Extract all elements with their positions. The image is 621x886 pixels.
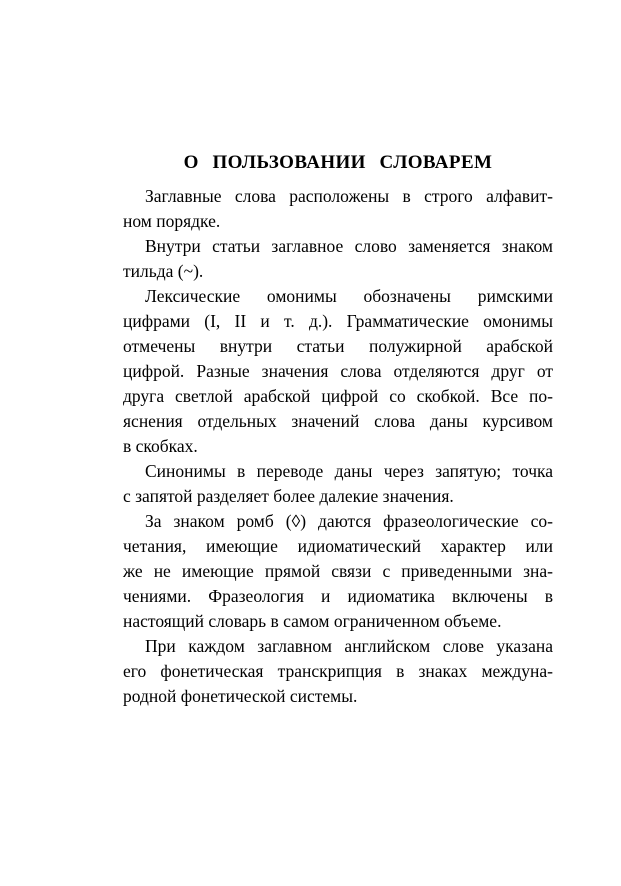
text-line: настоящий словарь в самом ограниченном объеме. <box>123 611 502 631</box>
text-line: четания, имеющие идиоматический характер или <box>123 536 553 556</box>
text-line: с запятой разделяет более далекие значения. <box>123 486 454 506</box>
text-block <box>123 184 553 709</box>
text-line: родной фонетической системы. <box>123 686 358 706</box>
text-line: цифрами (I, II и т. д.). Грамматические омонимы <box>123 311 553 331</box>
text-line: друга светлой арабской цифрой со скобкой. Все по- <box>123 386 553 406</box>
text-line: Лексические омонимы обозначены римскими <box>145 286 553 306</box>
text-line: цифрой. Разные значения слова отделяются друг от <box>123 361 553 381</box>
text-line: При каждом заглавном английском слове указана <box>145 636 553 656</box>
paragraph <box>123 284 553 459</box>
text-line: тильда (~). <box>123 261 204 281</box>
text-line: отмечены внутри статьи полужирной арабской <box>123 336 553 356</box>
paragraph <box>123 184 553 234</box>
text-line: чениями. Фразеология и идиоматика включены в <box>123 586 553 606</box>
paragraph <box>123 234 553 284</box>
text-line: Внутри статьи заглавное слово заменяется знаком <box>145 236 553 256</box>
text-line: За знаком ромб (◊) даются фразеологические со- <box>145 511 553 531</box>
text-line: же не имеющие прямой связи с приведенными зна- <box>123 561 553 581</box>
paragraph <box>123 509 553 634</box>
paragraph <box>123 459 553 509</box>
text-line: Заглавные слова расположены в строго алфавит- <box>145 186 553 206</box>
page-title: О ПОЛЬЗОВАНИИ СЛОВАРЕМ <box>183 152 493 173</box>
paragraph <box>123 634 553 709</box>
text-line: ном порядке. <box>123 211 221 231</box>
text-line: в скобках. <box>123 436 198 456</box>
text-line: яснения отдельных значений слова даны курсивом <box>123 411 553 431</box>
text-line: Синонимы в переводе даны через запятую; точка <box>145 461 553 481</box>
text-line: его фонетическая транскрипция в знаках междуна- <box>123 661 553 681</box>
